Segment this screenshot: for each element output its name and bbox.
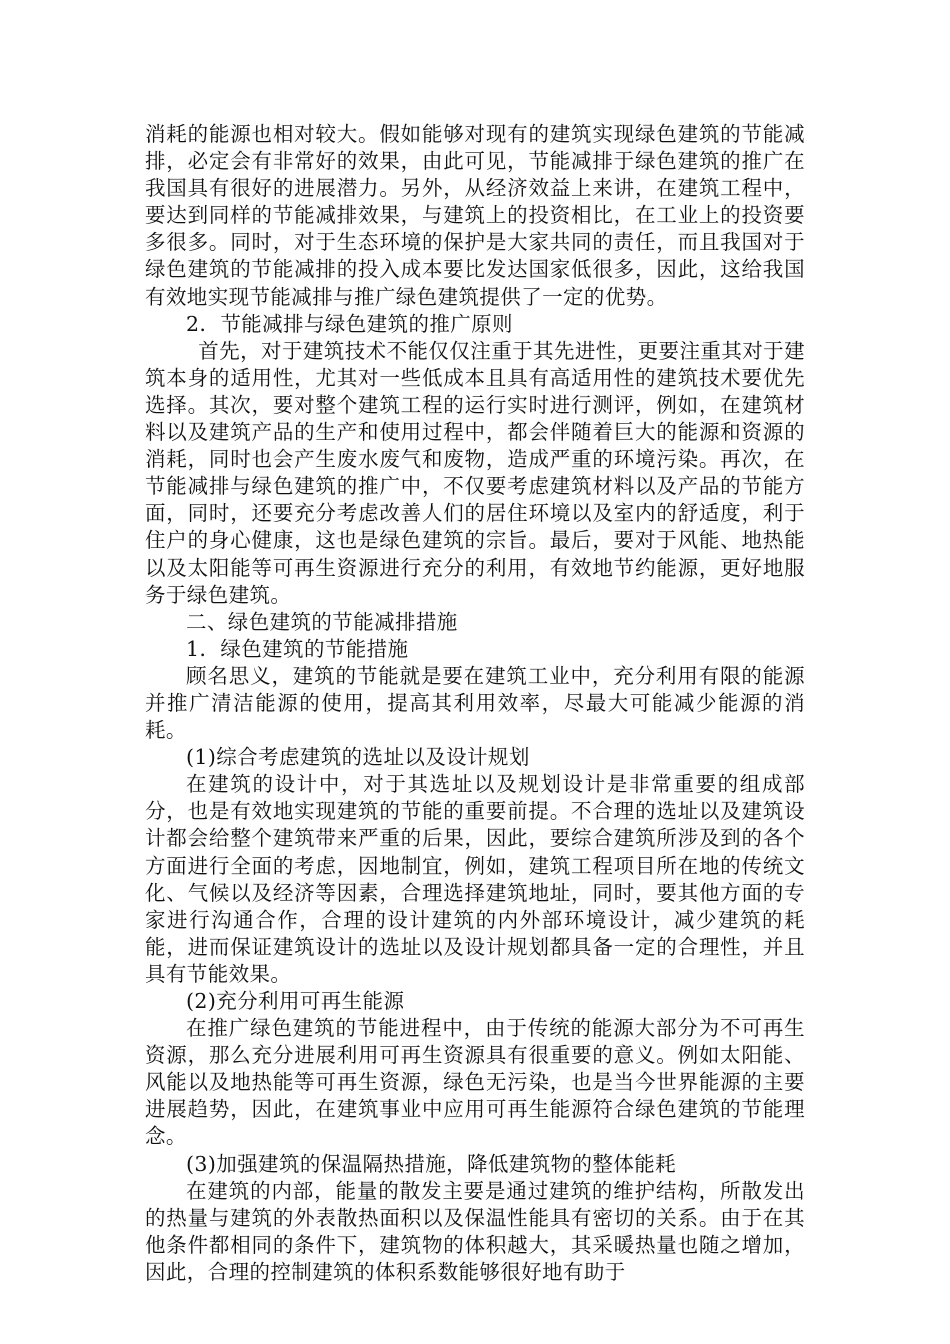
body-paragraph: 顾名思义，建筑的节能就是要在建筑工业中，充分利用有限的能源并推广清洁能源的使用，提高其利用效率，尽最大可能减少能源的消耗。 <box>145 663 805 743</box>
subsection-heading: (2)充分利用可再生能源 <box>186 989 405 1013</box>
body-paragraph: 在建筑的设计中，对于其选址以及规划设计是非常重要的组成部分，也是有效地实现建筑的节能的重要前提。不合理的选址以及建筑设计都会给整个建筑带来严重的后果，因此，要综合建筑所涉及到的各个方面进行全面的考虑，因地制宜，例如，建筑工程项目所在地的传统文化、气候以及经济等因素，合理选择建筑地址，同时，要其他方面的专家进行沟通合作，合理的设计建筑的内外部环境设计，减少建筑的耗能，进而保证建筑设计的选址以及设计规划都具备一定的合理性，并且具有节能效果。 <box>145 772 805 986</box>
body-paragraph: 在建筑的内部，能量的散发主要是通过建筑的维护结构，所散发出的热量与建筑的外表散热面积以及保温性能具有密切的关系。由于在其他条件都相同的条件下，建筑物的体积越大，其采暖热量也随之增加，因此，合理的控制建筑的体积系数能够很好地有助于 <box>145 1178 805 1284</box>
subsection-heading: 1．绿色建筑的节能措施 <box>186 636 409 661</box>
document-page <box>145 121 805 1286</box>
subsection-heading: (1)综合考虑建筑的选址以及设计规划 <box>186 745 530 770</box>
body-paragraph: 消耗的能源也相对较大。假如能够对现有的建筑实现绿色建筑的节能减排，必定会有非常好的效果，由此可见，节能减排于绿色建筑的推广在我国具有很好的进展潜力。另外，从经济效益上来讲，在建筑工程中，要达到同样的节能减排效果，与建筑上的投资相比，在工业上的投资要多很多。同时，对于生态环境的保护是大家共同的责任，而且我国对于绿色建筑的节能减排的投入成本要比发达国家低很多，因此，这给我国有效地实现节能减排与推广绿色建筑提供了一定的优势。 <box>145 122 805 309</box>
section-heading: 2．节能减排与绿色建筑的推广原则 <box>186 311 513 336</box>
body-paragraph: 在推广绿色建筑的节能进程中，由于传统的能源大部分为不可再生资源，那么充分进展利用可再生资源具有很重要的意义。例如太阳能、风能以及地热能等可再生资源，绿色无污染，也是当今世界能源的主要进展趋势，因此，在建筑事业中应用可再生能源符合绿色建筑的节能理念。 <box>145 1016 805 1149</box>
subsection-heading: (3)加强建筑的保温隔热措施，降低建筑物的整体能耗 <box>186 1151 677 1176</box>
section-heading: 二、绿色建筑的节能减排措施 <box>186 609 458 634</box>
body-paragraph: 首先，对于建筑技术不能仅仅注重于其先进性，更要注重其对于建筑本身的适用性，尤其对一些低成本且具有高适用性的建筑技术要优先选择。其次，要对整个建筑工程的运行实时进行测评，例如，在建筑材料以及建筑产品的生产和使用过程中，都会伴随着巨大的能源和资源的消耗，同时也会产生废水废气和废物，造成严重的环境污染。再次，在节能减排与绿色建筑的推广中，不仅要考虑建筑材料以及产品的节能方面，同时，还要充分考虑改善人们的居住环境以及室内的舒适度，利于住户的身心健康，这也是绿色建筑的宗旨。最后，要对于风能、地热能以及太阳能等可再生资源进行充分的利用，有效地节约能源，更好地服务于绿色建筑。 <box>145 338 805 607</box>
